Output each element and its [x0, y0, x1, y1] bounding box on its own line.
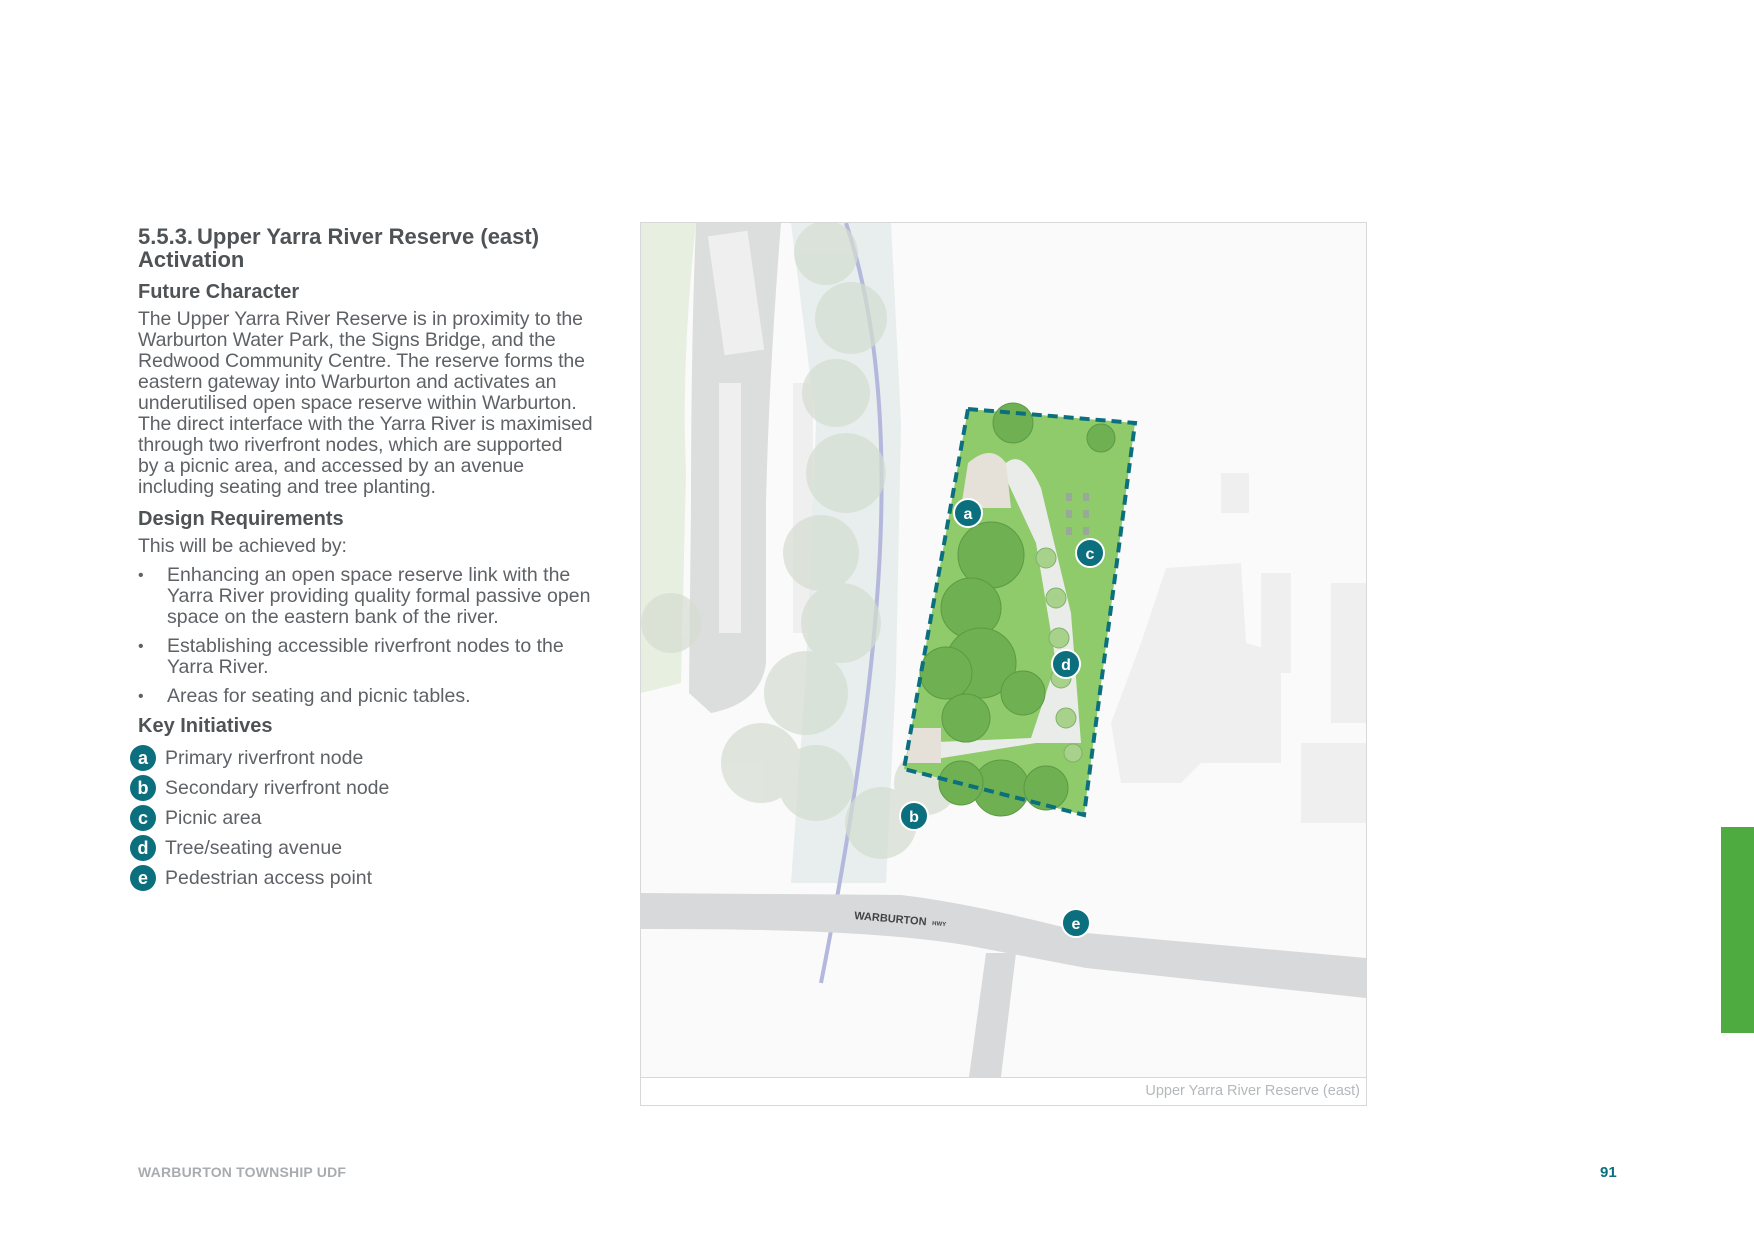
- future-character-heading: Future Character: [138, 281, 300, 303]
- key-badge-icon: d: [130, 835, 156, 861]
- road-label: WARBURTON: [853, 910, 928, 929]
- site-plan-map: [640, 222, 1367, 1106]
- bullet-line: Yarra River providing quality formal passive open: [167, 585, 591, 607]
- key-item-e: [130, 863, 618, 893]
- key-item-c: [130, 803, 618, 833]
- section-title-line1: Upper Yarra River Reserve (east): [197, 224, 540, 249]
- paragraph-line: Redwood Community Centre. The reserve forms the: [138, 350, 585, 372]
- map-marker-d: [1052, 650, 1080, 678]
- key-item-b: [130, 773, 618, 803]
- key-badge-icon: c: [130, 805, 156, 831]
- design-requirements-list: [138, 565, 618, 707]
- paragraph-line: eastern gateway into Warburton and activates an: [138, 371, 557, 393]
- key-initiatives-list: [130, 743, 618, 893]
- section-number: 5.5.3.: [138, 224, 194, 249]
- bullet-icon: •: [138, 567, 144, 584]
- map-marker-c: [1076, 539, 1104, 567]
- paragraph-line: underutilised open space reserve within Warburton.: [138, 392, 577, 414]
- marker-label: c: [1085, 546, 1095, 563]
- key-initiatives-heading: Key Initiatives: [138, 715, 273, 737]
- text-column: [138, 225, 618, 893]
- paragraph-line: through two riverfront nodes, which are supported: [138, 434, 563, 456]
- design-requirements-heading: Design Requirements: [138, 508, 344, 530]
- bullet-line: space on the eastern bank of the river.: [167, 606, 499, 628]
- map-caption: Upper Yarra River Reserve (east): [1145, 1083, 1360, 1099]
- marker-label: d: [1061, 657, 1071, 674]
- bullet-item: [138, 565, 618, 628]
- bullet-item: [138, 636, 618, 678]
- paragraph-line: The direct interface with the Yarra River is maximised: [138, 413, 593, 435]
- map-marker-e: [1062, 909, 1090, 937]
- future-character-paragraph: [138, 309, 618, 498]
- key-label: Pedestrian access point: [165, 866, 373, 889]
- bullet-icon: •: [138, 688, 144, 705]
- bullet-icon: •: [138, 638, 144, 655]
- marker-label: b: [909, 809, 919, 826]
- bullet-line: Establishing accessible riverfront nodes to the: [167, 635, 564, 657]
- map-marker-a: [954, 499, 982, 527]
- bullet-line: Enhancing an open space reserve link with the: [167, 564, 571, 586]
- marker-label: e: [1071, 916, 1081, 933]
- map-marker-b: [900, 802, 928, 830]
- road-suffix: HWY: [931, 921, 947, 929]
- chapter-tab: [1721, 827, 1754, 1033]
- bullet-line: Yarra River.: [167, 656, 269, 678]
- bullet-item: [138, 686, 618, 707]
- paragraph-line: including seating and tree planting.: [138, 476, 436, 498]
- paragraph-line: Warburton Water Park, the Signs Bridge, and the: [138, 329, 556, 351]
- key-label: Picnic area: [165, 806, 262, 829]
- key-badge-icon: e: [130, 865, 156, 891]
- footer-document-title: WARBURTON TOWNSHIP UDF: [138, 1164, 347, 1180]
- key-label: Tree/seating avenue: [165, 836, 343, 859]
- key-badge-icon: b: [130, 775, 156, 801]
- key-badge-icon: a: [130, 745, 156, 771]
- key-label: Primary riverfront node: [165, 746, 364, 769]
- design-requirements-intro: This will be achieved by:: [138, 535, 347, 557]
- key-label: Secondary riverfront node: [165, 776, 390, 799]
- key-item-d: [130, 833, 618, 863]
- site-plan-drawing: [641, 223, 1366, 1077]
- paragraph-line: by a picnic area, and accessed by an avenue: [138, 455, 524, 477]
- paragraph-line: The Upper Yarra River Reserve is in proximity to the: [138, 308, 583, 330]
- key-item-a: [130, 743, 618, 773]
- bullet-line: Areas for seating and picnic tables.: [167, 685, 471, 707]
- map-caption-bar: [641, 1077, 1366, 1105]
- marker-label: a: [963, 506, 973, 523]
- page-number: 91: [1600, 1164, 1617, 1181]
- section-title-line2: Activation: [138, 247, 245, 272]
- section-title: [138, 225, 618, 271]
